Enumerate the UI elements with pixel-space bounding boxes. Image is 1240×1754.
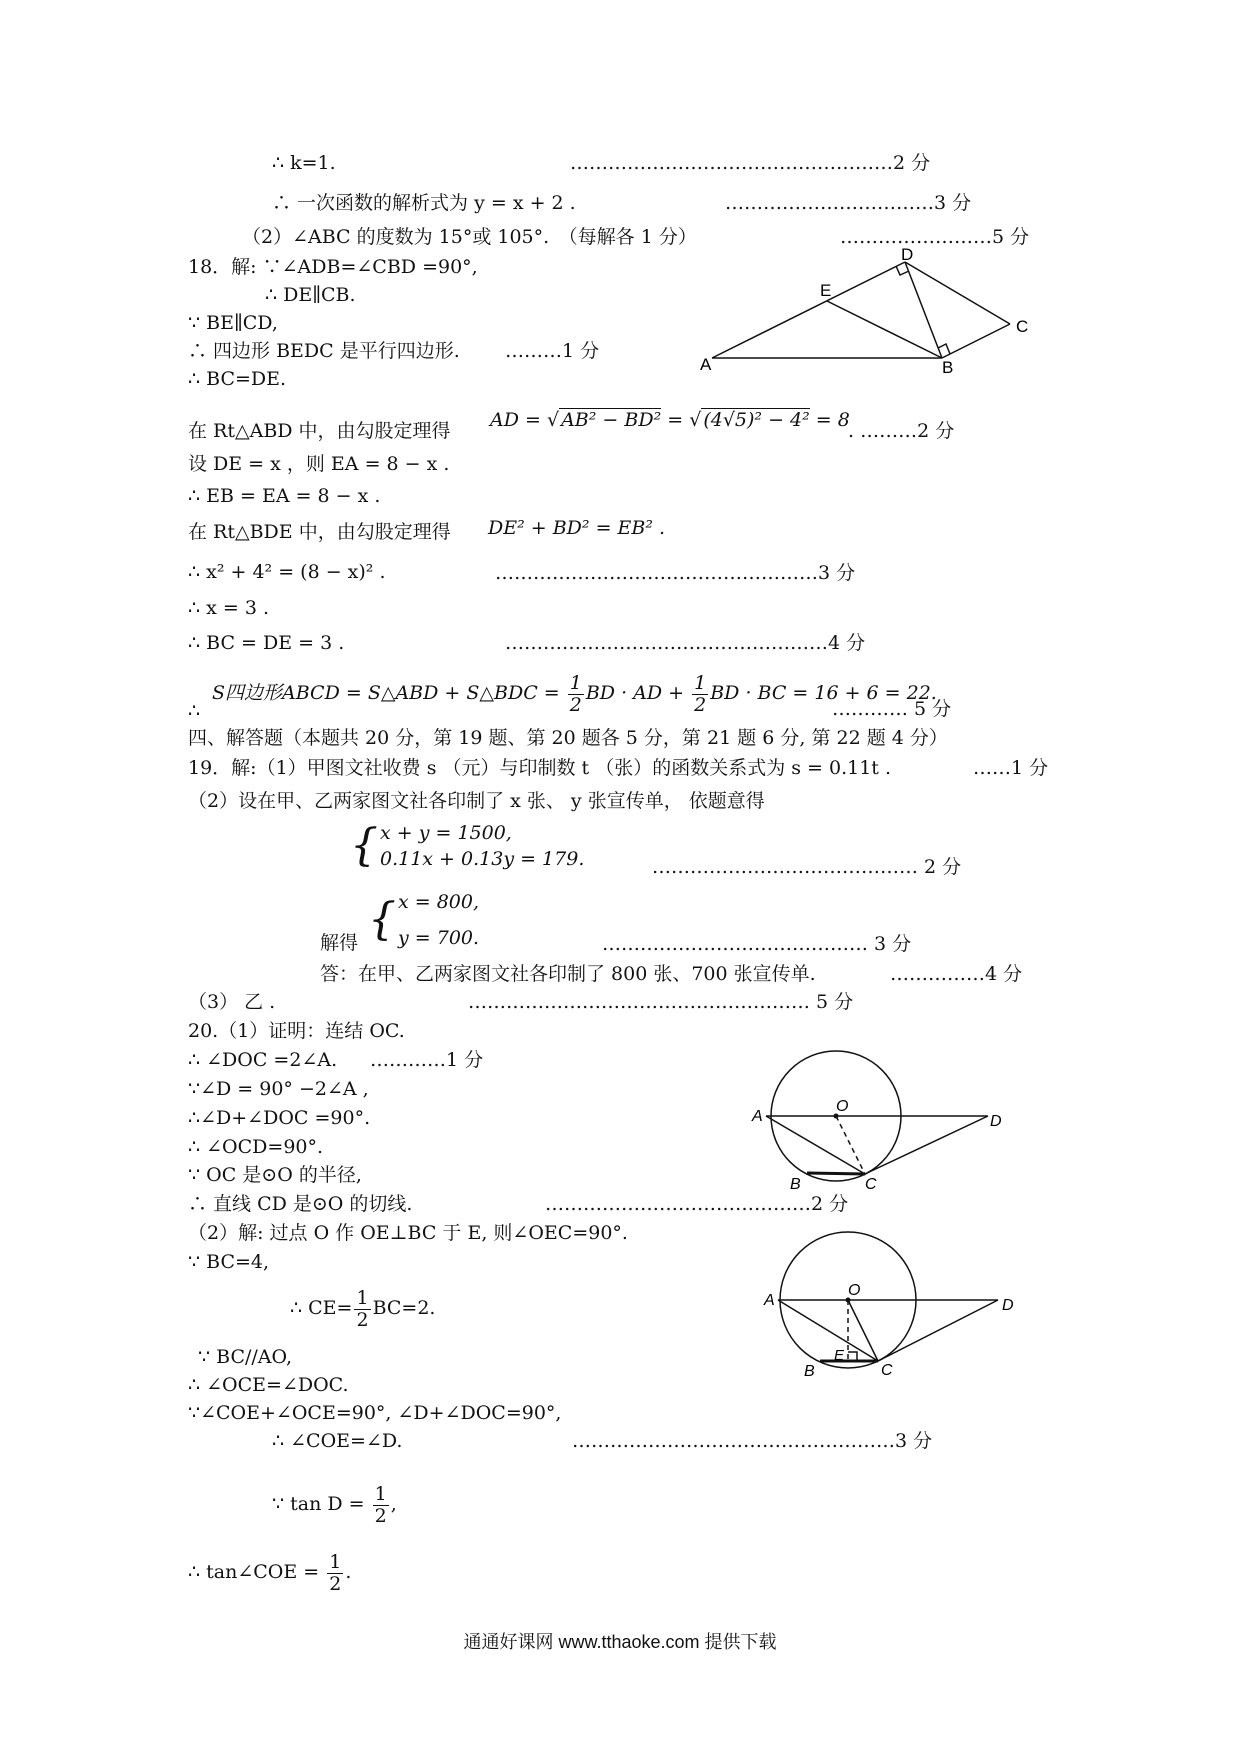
q20-line: ∵∠COE+∠OCE=90°, ∠D+∠DOC=90°, (188, 1402, 562, 1424)
segment-bd (905, 262, 942, 358)
score-line: ……………………5 分 (840, 226, 1030, 248)
q18-line: 设 DE = x ，则 EA = 8 − x . (188, 453, 450, 475)
q18-line: 在 Rt△BDE 中，由勾股定理得 (188, 521, 451, 543)
q20-line: ∵ OC 是⊙O 的半径, (188, 1164, 362, 1186)
label-o: O (836, 1098, 849, 1115)
q18-line: ∵ BE∥CD, (188, 312, 278, 334)
q20-line: ∴ ∠COE=∠D. (272, 1430, 403, 1452)
formula-part: = 8 (809, 409, 850, 431)
linear-function-result: ∴ 一次函数的解析式为 y = x + 2 . (272, 192, 576, 214)
q20-line: ∴ ∠OCD=90°. (188, 1136, 324, 1158)
fraction-denominator: 2 (694, 693, 707, 716)
formula-part: ∴ CE= (290, 1297, 353, 1319)
score-line: ……………………………………………3 分 (572, 1430, 933, 1452)
fraction-half (354, 1288, 370, 1331)
tan-coe-formula (188, 1544, 351, 1600)
fraction-numerator: 1 (356, 1286, 369, 1309)
pythagoras-bde: DE² + BD² = EB² . (488, 517, 666, 539)
label-e: E (834, 1347, 845, 1364)
therefore-symbol: ∴ (188, 700, 201, 722)
fraction-numerator: 1 (329, 1550, 342, 1573)
area-formula (212, 665, 937, 721)
score-line: ……………………………………………3 分 (495, 562, 856, 584)
score-line: . ………2 分 (848, 420, 955, 442)
solution-system (368, 884, 479, 956)
ce-formula (290, 1280, 435, 1336)
label-a: A (752, 1108, 763, 1125)
score-line: ………1 分 (505, 340, 600, 362)
score-line: ……………………………………………… 5 分 (468, 991, 854, 1013)
q18-line: ∴ BC = DE = 3 . (188, 632, 345, 654)
q19-line: 19．解:（1）甲图文社收费 s （元）与印制数 t （张）的函数关系式为 s = 0.11t . (188, 757, 892, 779)
score-line: ……1 分 (973, 757, 1049, 779)
q18-title: 18．解: ∵∠ADB=∠CBD =90°, (188, 256, 478, 278)
quadrilateral-diagram (700, 248, 1040, 378)
fraction-denominator: 2 (569, 693, 582, 716)
label-a: A (700, 355, 712, 374)
equation: x + y = 1500, (380, 822, 512, 844)
label-o: O (848, 1282, 861, 1299)
segment-ac (766, 1116, 865, 1174)
equation: x = 800, (398, 891, 480, 913)
q20-line: ∴ ∠DOC =2∠A. (188, 1049, 338, 1071)
circle-diagram-1 (750, 1046, 1010, 1196)
formula-part: , (390, 1493, 397, 1515)
label-b: B (804, 1363, 815, 1380)
fraction-numerator: 1 (569, 671, 582, 694)
q20-line: ∴ ∠OCE=∠DOC. (188, 1374, 349, 1396)
score-line: ………… 5 分 (832, 698, 952, 720)
fraction-denominator: 2 (356, 1308, 369, 1331)
q20-line: ∴∠D+∠DOC =90°. (188, 1107, 371, 1129)
formula-part: ∵ tan D = (272, 1493, 371, 1515)
score-line: ……………4 分 (890, 963, 1023, 985)
q18-line: ∴ 四边形 BEDC 是平行四边形. (188, 340, 460, 362)
score-line: ……………………………………………2 分 (570, 152, 931, 174)
fraction-numerator: 1 (694, 671, 707, 694)
label-d: D (901, 248, 914, 264)
label-d: D (990, 1113, 1002, 1130)
segment-bc (807, 1173, 865, 1174)
score-line: …………………………………… 3 分 (602, 933, 912, 955)
q18-line: ∴ DE∥CB. (265, 284, 356, 306)
tan-d-formula (272, 1476, 397, 1532)
label-c: C (865, 1176, 877, 1193)
label-b: B (942, 358, 954, 377)
score-line: ……………………………3 分 (725, 192, 972, 214)
segment-cd (865, 1116, 988, 1174)
formula-part: S四边形ABCD = S△ABD + S△BDC = (212, 682, 566, 704)
brace: { (368, 894, 396, 945)
label-b: B (790, 1176, 801, 1193)
segment-ad (712, 262, 905, 358)
formula-part: AD = (490, 409, 547, 431)
score-line: …………1 分 (370, 1049, 484, 1071)
formula-part: BD · BC = 16 + 6 = 22. (710, 682, 937, 704)
q18-line: ∴ BC=DE. (188, 368, 287, 390)
angle-abc-answer: （2）∠ABC 的度数为 15°或 105°. （每解各 1 分） (242, 226, 697, 248)
q18-line: 在 Rt△ABD 中，由勾股定理得 (188, 420, 451, 442)
label-c: C (881, 1362, 893, 1379)
q20-line: ∵∠D = 90° −2∠A , (188, 1078, 369, 1100)
page-footer: 通通好课网 www.tthaoke.com 提供下载 (463, 1632, 777, 1652)
q19-line: （3） 乙 . (188, 991, 276, 1013)
equation: 0.11x + 0.13y = 179. (380, 848, 585, 870)
label-c: C (1016, 317, 1029, 336)
q19-line: （2）设在甲、乙两家图文社各印制了 x 张、 y 张宣传单， 依题意得 (188, 790, 765, 812)
equation: y = 700. (398, 927, 480, 949)
score-line: …………………………………… 2 分 (652, 856, 962, 878)
segment-be (827, 301, 942, 358)
label-e: E (820, 281, 832, 300)
solve-label: 解得 (320, 932, 359, 954)
sqrt-radicand: (4√5)² − 4² (703, 409, 810, 431)
segment-bc (942, 324, 1010, 358)
q18-line: ∴ x = 3 . (188, 597, 270, 619)
score-line: ……………………………………2 分 (545, 1193, 849, 1215)
score-line: ……………………………………………4 分 (505, 632, 866, 654)
fraction-half (373, 1484, 389, 1527)
equation-system (350, 820, 584, 872)
label-a: A (764, 1292, 775, 1309)
q20-line: ∵ BC=4, (188, 1251, 270, 1273)
fraction-half (568, 673, 584, 716)
formula-part: BC=2. (372, 1297, 436, 1319)
fraction-numerator: 1 (374, 1482, 387, 1505)
formula-part: = (661, 409, 690, 431)
q20-line: ∴ 直线 CD 是⊙O 的切线. (188, 1193, 413, 1215)
q19-answer: 答：在甲、乙两家图文社各印制了 800 张、700 张宣传单. (320, 963, 816, 985)
formula-part: BD · AD + (585, 682, 691, 704)
fraction-half (692, 673, 708, 716)
segment-cd (878, 1300, 998, 1361)
ad-formula: AD = √ AB² − BD² = √ (4√5)² − 4² = 8 (490, 409, 850, 431)
fraction-denominator: 2 (329, 1572, 342, 1595)
segment-dc (905, 262, 1010, 324)
q20-line: 20.（1）证明：连结 OC. (188, 1020, 405, 1042)
section-heading: 四、解答题（本题共 20 分，第 19 题、第 20 题各 5 分，第 21 题 6 分, 第 22 题 4 分） (188, 727, 948, 749)
q20-line: ∵ BC//AO, (198, 1346, 293, 1368)
circle-diagram-2 (758, 1228, 1028, 1388)
q18-line: ∴ EB = EA = 8 − x . (188, 485, 381, 507)
label-d: D (1002, 1297, 1014, 1314)
conclusion-k: ∴ k=1. (272, 152, 336, 174)
brace: { (350, 820, 378, 871)
fraction-denominator: 2 (374, 1504, 387, 1527)
formula-part: ∴ tan∠COE = (188, 1561, 326, 1583)
formula-part: . (345, 1561, 352, 1583)
q18-line: ∴ x² + 4² = (8 − x)² . (188, 561, 386, 583)
q20-line: （2）解: 过点 O 作 OE⊥BC 于 E, 则∠OEC=90°. (188, 1222, 628, 1244)
fraction-half (327, 1552, 343, 1595)
sqrt-radicand: AB² − BD² (561, 409, 662, 431)
